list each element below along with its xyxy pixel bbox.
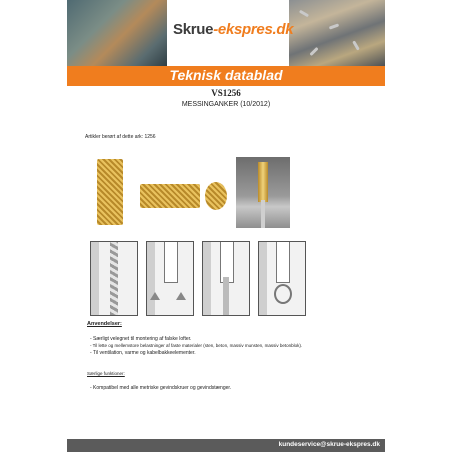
- wall-shape: [259, 242, 267, 315]
- application-item: - Til ventilation, varme og kabelbakkeelementer.: [90, 350, 196, 356]
- document-id: VS1256: [211, 88, 241, 98]
- step-hang-diagram: [258, 241, 306, 316]
- header-photo-workshop: [67, 0, 167, 66]
- features-heading: Særlige funktioner:: [87, 371, 125, 376]
- installed-anchor: [258, 162, 268, 202]
- screw-icon: [299, 10, 309, 18]
- wall-shape: [91, 242, 99, 315]
- company-logo: [173, 21, 293, 38]
- logo-text-part2: -ekspres.dk: [213, 21, 294, 38]
- header-banner: [67, 0, 385, 66]
- hook-icon: [274, 284, 292, 304]
- application-item: - Til lette og mellemstore belastninger af faste materialer (sten, beton, massiv munsten, massiv betonblok).: [90, 343, 303, 348]
- arrow-up-icon: [150, 292, 160, 300]
- wall-shape: [147, 242, 155, 315]
- brass-anchor-side-image: [140, 184, 200, 208]
- page-title: Teknisk datablad: [169, 67, 283, 83]
- drill-bit-icon: [110, 242, 118, 315]
- wall-shape: [203, 242, 211, 315]
- header-photo-screws: [289, 0, 385, 66]
- arrow-up-icon: [176, 292, 186, 300]
- step-insert-diagram: [146, 241, 194, 316]
- screw-icon: [329, 23, 339, 29]
- document-subtitle: MESSINGANKER (10/2012): [181, 101, 271, 108]
- drill-hole-shape: [276, 242, 290, 283]
- feature-item: - Kompatibel med alle metriske gevindskruer og gevindstænger.: [90, 385, 232, 391]
- application-item: - Særligt velegnet til montering af falske lofter.: [90, 336, 192, 342]
- brass-anchor-end-image: [205, 182, 227, 210]
- screw-icon: [309, 47, 318, 56]
- logo-text-part1: Skrue: [173, 21, 214, 38]
- setting-tool-icon: [223, 277, 229, 315]
- step-expand-diagram: [202, 241, 250, 316]
- contact-email-link[interactable]: kundeservice@skrue-ekspres.dk: [278, 441, 380, 448]
- step-drill-diagram: [90, 241, 138, 316]
- threaded-rod: [261, 200, 265, 228]
- drill-hole-shape: [164, 242, 178, 283]
- screw-icon: [352, 40, 360, 50]
- applications-heading: Anvendelser:: [87, 321, 122, 327]
- articles-line: Artikler berørt af dette ark: 1256: [85, 134, 156, 140]
- brass-anchor-image: [97, 159, 123, 225]
